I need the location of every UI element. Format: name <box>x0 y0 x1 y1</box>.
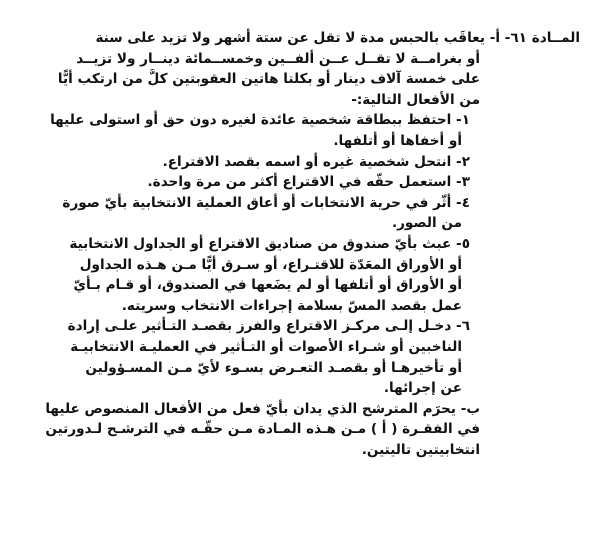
list-item-4 <box>20 193 580 234</box>
list-item-line: أو الأوراق أو أتلفها أو لم يضَعها في الصندوق، أو قـام بـأيّ <box>73 277 462 294</box>
clause-b-line: انتخابيتين تاليتين. <box>361 441 480 458</box>
article-intro-line: من الأفعال التالية:- <box>351 91 480 108</box>
list-item-line: ١- احتفظ ببطاقة شخصية عائدة لغيره دون حق أو استولى عليها <box>50 112 470 129</box>
article-intro-line: أو بغرامــة لا تقــل عــن ألفــين وخمســمائة دينــار ولا تزيــد <box>76 50 480 67</box>
list-item-line: ٦- دخـل إلـى مركـز الاقتراع والفرز بقصـد التـأثير علـى إرادة <box>67 318 470 335</box>
list-item-line: الناخبين أو شـراء الأصوات أو التـأثير في العمليـة الانتخابيـة <box>70 338 462 355</box>
list-item-5 <box>20 234 580 316</box>
list-item-line: ٣- استعمل حقّه في الاقتراع أكثر من مرة واحدة. <box>147 174 470 191</box>
clause-b <box>20 399 580 461</box>
list-item-line: عمل بقصد المسّ بسلامة إجراءات الانتخاب وسريته. <box>121 297 462 314</box>
legal-text <box>20 28 580 460</box>
list-item-line: أو أخفاها أو أتلفها. <box>333 132 462 149</box>
article-61-paragraph <box>20 28 580 110</box>
list-item-line: من الصور. <box>391 215 462 232</box>
article-intro-line: على خمسة آلاف دينار أو بكلتا هاتين العقوبتين كلُّ من ارتكب أيًّا <box>57 71 480 88</box>
list-item-line: ٢- انتحل شخصية غيره أو اسمه بقصد الاقتراع. <box>162 153 470 170</box>
list-item-2 <box>20 152 580 173</box>
list-item-6 <box>20 316 580 398</box>
list-item-line: أو تأخيرهـا أو بقصـد التعـرض بسـوء لأيّ مـن المسـؤولين <box>85 359 462 376</box>
clause-b-line: في الفقـرة ( أ ) مـن هـذه المـادة مـن حقّـه في الترشـح لـدورتين <box>45 421 480 438</box>
list-item-line: أو الأوراق المعَدّة للاقتـراع، أو سـرق أيًّا مـن هـذه الجداول <box>79 256 462 273</box>
list-item-1 <box>20 110 580 151</box>
list-item-3 <box>20 172 580 193</box>
list-item-line: عن إجرائها. <box>383 380 462 397</box>
list-item-line: ٥- عبث بأيّ صندوق من صناديق الاقتراع أو الجداول الانتخابية <box>69 235 470 252</box>
article-heading-line: المــادة ٦١- أ- يعاقَب بالحبس مدة لا تقل عن ستة أشهر ولا تزيد على سنة <box>95 30 580 46</box>
clause-b-line: ب- يحرَم المترشح الذي يدان بأيّ فعل من الأفعال المنصوص عليها <box>45 400 480 417</box>
list-item-line: ٤- أثّر في حرية الانتخابات أو أعاق العملية الانتخابية بأيّ صورة <box>62 194 470 211</box>
